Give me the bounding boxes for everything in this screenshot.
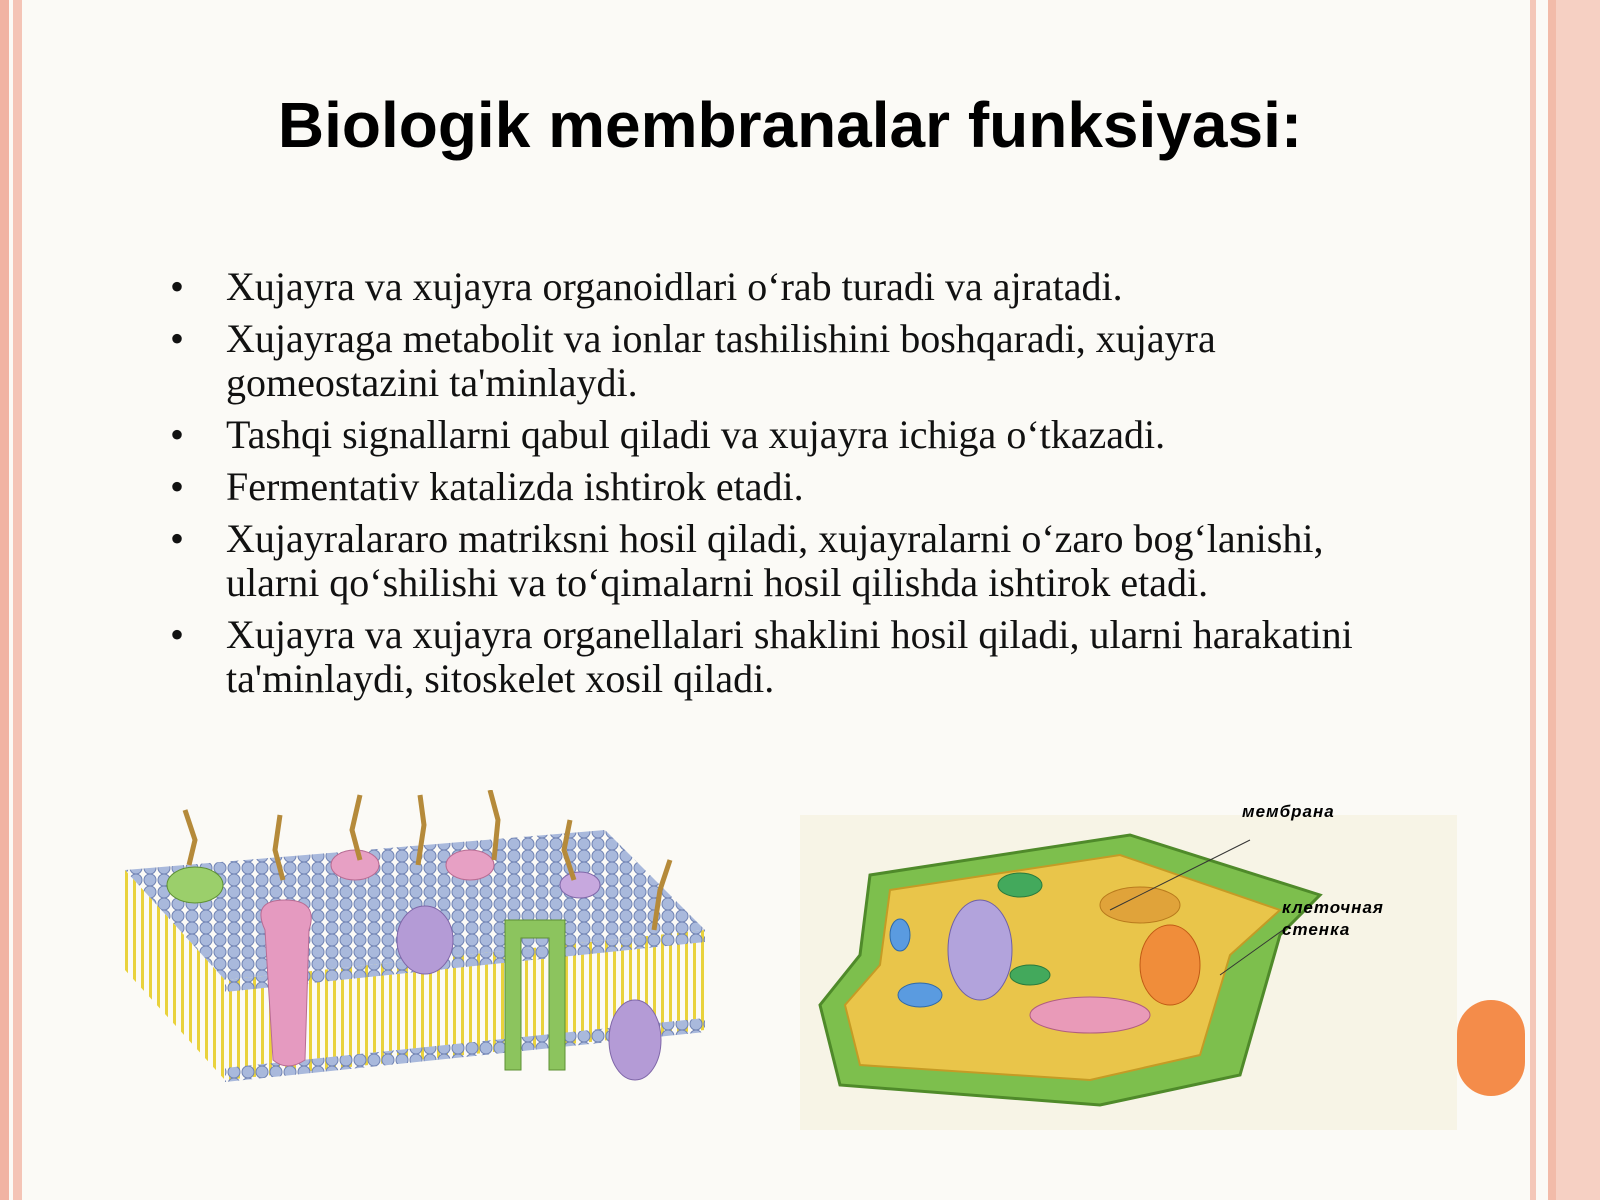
bullet-item xyxy=(170,413,1410,457)
bullet-dot: • xyxy=(170,316,185,361)
bullet-item xyxy=(170,265,1410,309)
orange-circle-decoration xyxy=(1457,1000,1525,1096)
plant-cell-illustration xyxy=(800,802,1457,1130)
bullet-item xyxy=(170,613,1410,701)
label-cell-wall-line1: клеточная xyxy=(1282,898,1384,917)
bullet-dot: • xyxy=(170,412,185,457)
bullet-item xyxy=(170,465,1410,509)
label-cell-wall-line2: стенка xyxy=(1282,920,1351,939)
bullet-text: Xujayra va xujayra organellalari shaklini hosil qiladi, ularni harakatini ta'minlaydi, sitoskelet xosil qiladi. xyxy=(226,612,1353,701)
membrane-illustration xyxy=(115,790,715,1120)
label-membrane: мембрана xyxy=(1242,802,1335,821)
bullet-text: Fermentativ katalizda ishtirok etadi. xyxy=(226,464,804,509)
bullet-dot: • xyxy=(170,516,185,561)
bullet-item xyxy=(170,517,1410,605)
bullet-text: Xujayra va xujayra organoidlari o‘rab turadi va ajratadi. xyxy=(226,264,1123,309)
left-decorative-border xyxy=(0,0,22,1200)
bullet-text: Xujayralararo matriksni hosil qiladi, xujayralarni o‘zaro bog‘lanishi, ularni qo‘shilishi va to‘qimalarni hosil qilishda ishtirok etadi. xyxy=(226,516,1324,605)
plant-cell-drawing xyxy=(800,815,1457,1130)
bullet-list xyxy=(170,265,1410,709)
slide-title: Biologik membranalar funksiyasi: xyxy=(277,89,1303,161)
bullet-dot: • xyxy=(170,264,185,309)
bullet-dot: • xyxy=(170,464,185,509)
bullet-dot: • xyxy=(170,612,185,657)
bullet-text: Tashqi signallarni qabul qiladi va xujayra ichiga o‘tkazadi. xyxy=(226,412,1166,457)
bullet-text: Xujayraga metabolit va ionlar tashilishini boshqaradi, xujayra gomeostazini ta'minlaydi. xyxy=(226,316,1216,405)
right-decorative-border xyxy=(1530,0,1600,1200)
membrane-drawing xyxy=(115,790,715,1120)
bullet-item xyxy=(170,317,1410,405)
